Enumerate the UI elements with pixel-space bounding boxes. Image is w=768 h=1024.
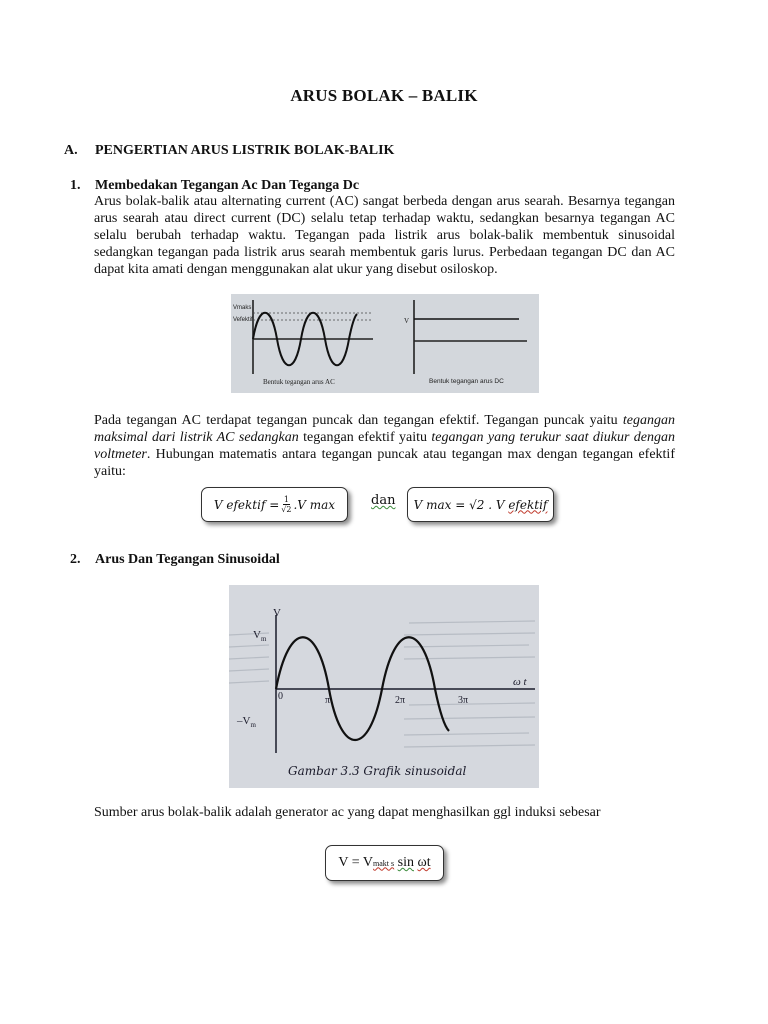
subsection-2-title: Arus Dan Tegangan Sinusoidal [95, 552, 280, 567]
neg-vm-sub: m [250, 721, 256, 729]
fraction [281, 495, 291, 514]
y-axis-label: V [273, 607, 281, 619]
tick-label: 3π [458, 695, 469, 706]
ac-vmax-label: Vmaks [233, 305, 252, 311]
page-title: ARUS BOLAK – BALIK [290, 86, 478, 105]
formula-rhs: .V max [293, 497, 336, 512]
paragraph-peak-effective [94, 412, 675, 480]
formula-v-effective [201, 487, 348, 522]
connector-word: dan [371, 493, 396, 508]
paragraph-generator: Sumber arus bolak-balik adalah generator ac yang dapat menghasilkan ggl induksi sebesar [94, 805, 601, 820]
tick-label: 2π [395, 695, 406, 706]
ac-caption: Bentuk tegangan arus AC [263, 378, 335, 386]
formula-rhs: efektif [508, 497, 548, 512]
paragraph-ac-dc [94, 193, 675, 278]
dc-v-label: V [404, 317, 410, 325]
formula-v-max [407, 487, 554, 522]
fraction-denominator: √2 [281, 505, 292, 514]
formula-lhs: V = V [338, 855, 374, 870]
section-a-heading [64, 143, 394, 159]
ac-veff-label: Vefektif [233, 317, 253, 323]
dc-caption: Bentuk tegangan arus DC [429, 378, 504, 385]
x-axis-label: ω t [513, 676, 527, 688]
ac-dc-waveform-figure [231, 294, 539, 393]
sinusoidal-graph-figure [229, 585, 539, 788]
text-run: Pada tegangan AC terdapat tegangan puncak dan tegangan efektif. Tegangan puncak yaitu [94, 413, 623, 428]
formula-v-sin [325, 845, 444, 881]
italic-run: tegangan maksimal dari listrik AC sedangkan [94, 413, 675, 445]
formula-lhs: V efektif = [213, 497, 280, 512]
section-letter: A. [64, 143, 78, 158]
subsection-number: 2. [70, 552, 81, 567]
figure-caption: Gambar 3.3 Grafik sinusoidal [288, 764, 467, 778]
text-run: tegangan efektif yaitu [298, 430, 432, 445]
formula-sin: sin [397, 855, 414, 870]
subsection-1-heading [70, 178, 359, 194]
formula-subscript: makt s [373, 858, 395, 868]
fraction-numerator: 1 [283, 495, 289, 504]
paragraph-text [94, 412, 675, 480]
vm-sub: m [260, 635, 267, 643]
paragraph-text: Arus bolak-balik atau alternating current (AC) sangat berbeda dengan arus searah. Besarnya tegangan arus searah atau direct current (DC) selalu tetap terhadap waktu, sedangkan besarnya tegangan AC selalu berubah terhadap waktu. Tegangan pada listrik arus bolak-balik membentuk sinusoidal sedangkan tegangan pada listrik arus searah membentuk garis lurus. Perbedaan tegangan DC dan AC dapat kita amati dengan menggunakan alat ukur yang disebut osiloskop. [94, 194, 675, 277]
formula-lhs: V max = √2 . V [413, 497, 505, 512]
italic-run: tegangan yang terukur saat diukur dengan voltmeter [94, 430, 676, 462]
tick-label: 0 [278, 691, 283, 702]
formula-omega-t: ωt [417, 855, 431, 870]
vm-main: V [253, 629, 261, 641]
text-run: . Hubungan matematis antara tegangan puncak atau tegangan max dengan tegangan efektif yaitu: [94, 447, 675, 479]
neg-vm-main: –V [237, 715, 251, 727]
section-a-title: PENGERTIAN ARUS LISTRIK BOLAK-BALIK [95, 143, 395, 158]
subsection-1-title: Membedakan Tegangan Ac Dan Teganga Dc [95, 178, 360, 193]
subsection-2-heading [70, 552, 280, 568]
tick-label: π [325, 695, 331, 706]
subsection-number: 1. [70, 178, 81, 193]
